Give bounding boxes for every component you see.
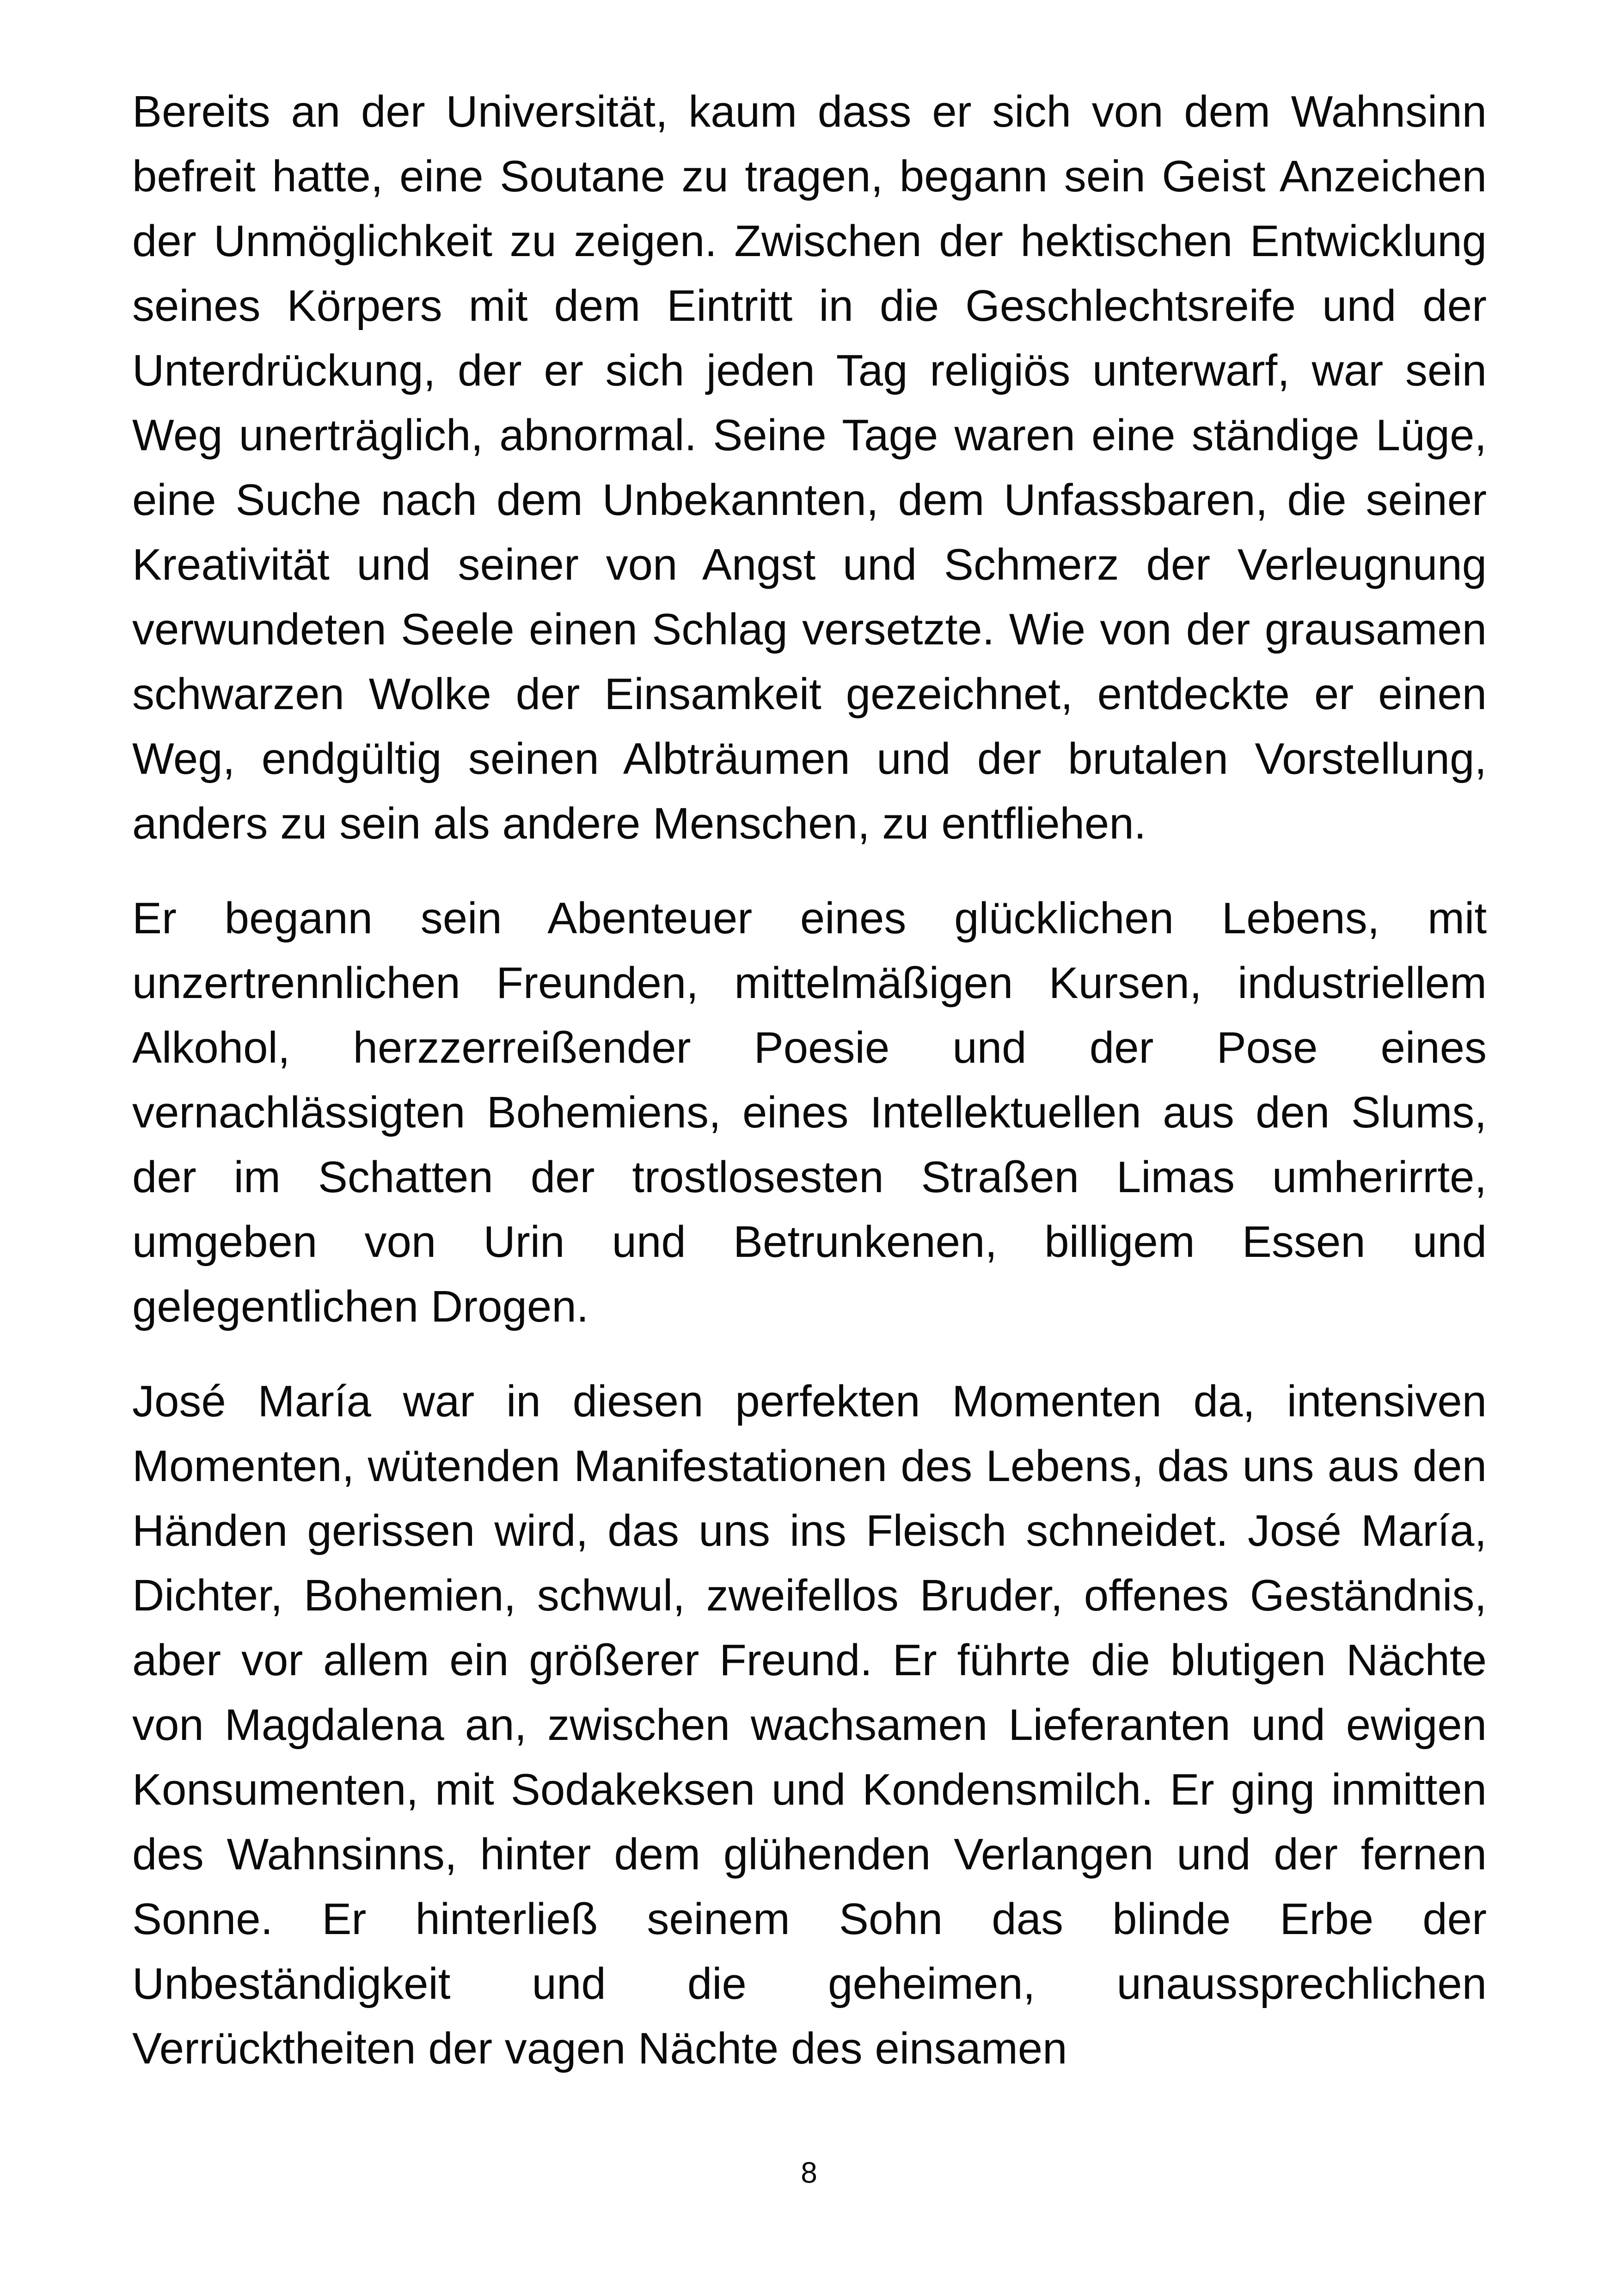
- body-text: [132, 80, 1487, 2081]
- paragraph-3: José María war in diesen perfekten Momenten da, intensiven Momenten, wütenden Manifestationen des Lebens, das uns aus den Händen gerissen wird, das uns ins Fleisch schneidet. José María, Dichter, Bohemien, schwul, zweifellos Bruder, offenes Geständnis, aber vor allem ein größerer Freund. Er führte die blutigen Nächte von Magdalena an, zwischen wachsamen Lieferanten und ewigen Konsumenten, mit Sodakeksen und Kondensmilch. Er ging inmitten des Wahnsinns, hinter dem glühenden Verlangen und der fernen Sonne. Er hinterließ seinem Sohn das blinde Erbe der Unbeständigkeit und die geheimen, unaussprechlichen Verrücktheiten der vagen Nächte des einsamen: [132, 1377, 1487, 2073]
- paragraph-1: Bereits an der Universität, kaum dass er sich von dem Wahnsinn befreit hatte, eine Soutane zu tragen, begann sein Geist Anzeichen der Unmöglichkeit zu zeigen. Zwischen der hektischen Entwicklung seines Körpers mit dem Eintritt in die Geschlechtsreife und der Unterdrückung, der er sich jeden Tag religiös unterwarf, war sein Weg unerträglich, abnormal. Seine Tage waren eine ständige Lüge, eine Suche nach dem Unbekannten, dem Unfassbaren, die seiner Kreativität und seiner von Angst und Schmerz der Verleugnung verwundeten Seele einen Schlag versetzte. Wie von der grausamen schwarzen Wolke der Einsamkeit gezeichnet, entdeckte er einen Weg, endgültig seinen Albträumen und der brutalen Vorstellung, anders zu sein als andere Menschen, zu entfliehen.: [132, 87, 1487, 848]
- page-number: 8: [801, 2156, 817, 2189]
- paragraph-2: Er begann sein Abenteuer eines glücklichen Lebens, mit unzertrennlichen Freunden, mittelmäßigen Kursen, industriellem Alkohol, herzzerreißender Poesie und der Pose eines vernachlässigten Bohemiens, eines Intellektuellen aus den Slums, der im Schatten der trostlosesten Straßen Limas umherirrte, umgeben von Urin und Betrunkenen, billigem Essen und gelegentlichen Drogen.: [132, 894, 1487, 1331]
